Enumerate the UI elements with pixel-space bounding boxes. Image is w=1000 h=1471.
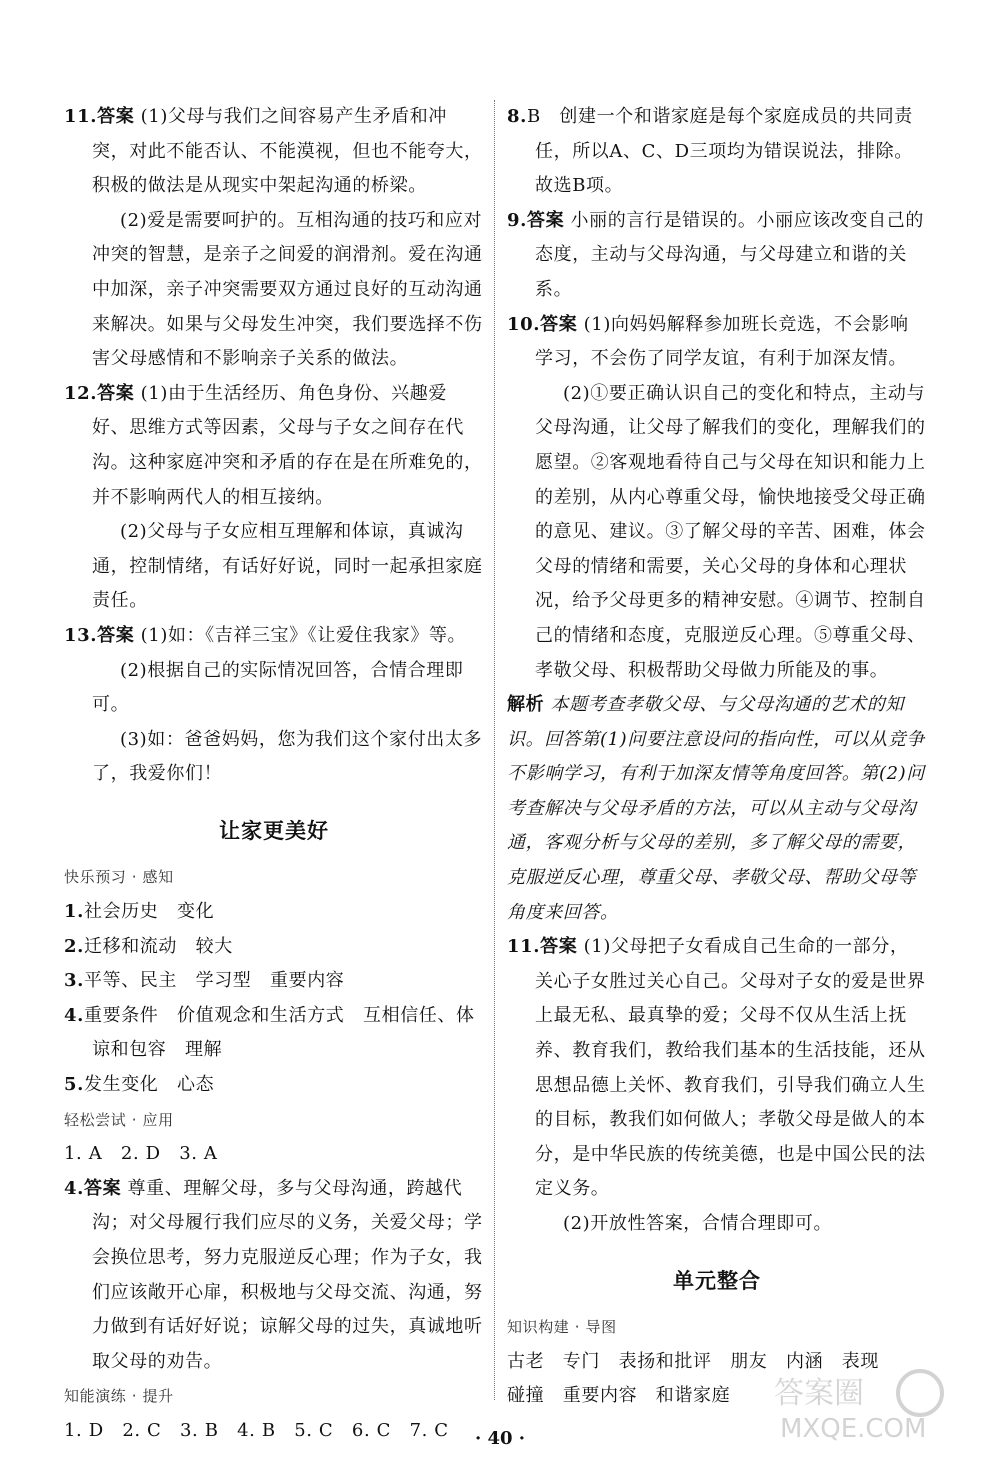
list-item (64, 999, 484, 1068)
answer-text: B 创建一个和谐家庭是每个家庭成员的共同责任，所以A、C、D三项均为错误说法，排除。故选B项。 (527, 106, 913, 197)
list-item (64, 1068, 484, 1103)
column-divider (494, 100, 495, 1400)
list-item (64, 895, 484, 930)
question-number: 4. (64, 1177, 84, 1199)
q8-answer (507, 100, 927, 204)
q12-answer (64, 377, 484, 515)
answer-text: (1)父母与我们之间容易产生矛盾和冲突，对此不能否认、不能漠视，但也不能夸大，积极的做法是从现实中架起沟通的桥梁。 (92, 106, 483, 197)
page-number: · 40 · (474, 1428, 526, 1449)
left-column (64, 100, 484, 1449)
watermark-logo-icon (770, 1365, 960, 1445)
analysis-text: 本题考查孝敬父母、与父母沟通的艺术的知识。回答第(1)问要注意设问的指向性，可以从竞争不影响学习，有利于加深友情等角度回答。第(2)问考查解决与父母矛盾的方法，可以从主动与父母沟通，客观分析与父母的差别，多了解父母的需要，克服逆反心理，尊重父母、孝敬父母、帮助父母等角度来回答。 (507, 694, 925, 923)
answer-label: 答案 (84, 1177, 122, 1199)
knowledge-map-line: 古老 专门 表扬和批评 朋友 内涵 表现 (507, 1350, 879, 1372)
question-number: 8. (507, 106, 527, 127)
answer-text: 小丽的言行是错误的。小丽应该改变自己的态度，主动与父母沟通，与父母建立和谐的关系。 (535, 209, 924, 300)
q13-answer-part3: (3)如：爸爸妈妈，您为我们这个家付出太多了，我爱你们！ (92, 728, 483, 785)
analysis-label: 解析 (507, 694, 545, 716)
q13-answer (64, 619, 484, 654)
question-number: 11. (64, 106, 98, 127)
answer-text: (1)父母把子女看成自己生命的一部分，关心子女胜过关心自己。父母对子女的爱是世界上最无私、最真挚的爱；父母不仅从生活上抚养、教育我们，教给我们基本的生活技能，还从思想品德上关怀、教育我们，引导我们确立人生的目标，教我们如何做人；孝敬父母是做人的本分，是中华民族的传统美德，也是中国公民的法定义务。 (535, 936, 926, 1200)
analysis (507, 688, 927, 930)
answer-label: 答案 (527, 209, 565, 231)
item-text: 社会历史 变化 (84, 901, 215, 923)
question-number: 9. (507, 209, 527, 231)
answer-label: 答案 (540, 313, 578, 335)
answer-label: 答案 (97, 382, 135, 404)
answer-text: (1)如：《吉祥三宝》《让爱住我家》等。 (140, 624, 467, 646)
question-number: 13. (64, 624, 98, 646)
q11-answer-part2: (2)爱是需要呵护的。互相沟通的技巧和应对冲突的智慧，是亲子之间爱的润滑剂。爱在沟通中加深，亲子冲突需要双方通过良好的互动沟通来解决。如果与父母发生冲突，我们要选择不伤害父母感情和不影响亲子关系的做法。 (92, 209, 483, 370)
item-number: 5. (64, 1074, 84, 1096)
knowledge-map-line: 碰撞 重要内容 和谐家庭 (507, 1385, 731, 1407)
q10-answer-part2: (2)①要正确认识自己的变化和特点，主动与父母沟通，让父母了解我们的变化，理解我们的愿望。②客观地看待自己与父母在知识和能力上的差别，从内心尊重父母，愉快地接受父母正确的意见、建议。③了解父母的辛苦、困难，体会父母的情绪和需要，关心父母的身体和心理状况，给予父母更多的精神安慰。④调节、控制自己的情绪和态度，克服逆反心理。⑤尊重父母、孝敬父母、积极帮助父母做力所能及的事。 (535, 382, 926, 681)
item-number: 1. (64, 901, 84, 923)
item-number: 2. (64, 935, 84, 957)
question-number: 12. (64, 382, 98, 404)
answer-text: 尊重、理解父母，多与父母沟通，跨越代沟；对父母履行我们应尽的义务，关爱父母；学会换位思考，努力克服逆反心理；作为子女，我们应该敞开心扉，积极地与父母交流、沟通，努力做到有话好好说；谅解父母的过失，真诚地听取父母的劝告。 (92, 1177, 483, 1372)
q13-answer-part2: (2)根据自己的实际情况回答，合情合理即可。 (92, 659, 464, 716)
svg-text:MXQE.COM: MXQE.COM (780, 1414, 927, 1444)
q11-answer (507, 930, 927, 1207)
answer-text: (1)由于生活经历、角色身份、兴趣爱好、思维方式等因素，父母与子女之间存在代沟。这种家庭冲突和矛盾的存在是在所难免的，并不影响两代人的相互接纳。 (92, 382, 483, 508)
item-text: 平等、民主 学习型 重要内容 (84, 970, 345, 992)
q11-answer (64, 100, 484, 204)
subsection-heading: 知识构建 · 导图 (507, 1318, 617, 1337)
mc-answers: 1. D 2. C 3. B 4. B 5. C 6. C 7. C (64, 1419, 449, 1441)
item-text: 重要条件 价值观念和生活方式 互相信任、体谅和包容 理解 (84, 1004, 475, 1061)
answer-label: 答案 (97, 106, 135, 127)
answer-label: 答案 (540, 936, 578, 958)
try4-answer (64, 1172, 484, 1380)
q10-answer (507, 308, 927, 377)
right-column (507, 100, 927, 1414)
section-title: 让家更美好 (219, 818, 329, 843)
answer-text: (1)向妈妈解释参加班长竞选，不会影响学习，不会伤了同学友谊，有利于加深友情。 (535, 313, 909, 370)
list-item (64, 930, 484, 965)
q9-answer (507, 204, 927, 308)
answer-label: 答案 (97, 624, 135, 646)
list-item (64, 964, 484, 999)
subsection-heading: 快乐预习 · 感知 (64, 868, 174, 887)
mc-answers: 1. A 2. D 3. A (64, 1143, 218, 1165)
section-title: 单元整合 (673, 1268, 761, 1293)
subsection-heading: 知能演练 · 提升 (64, 1387, 174, 1406)
q12-answer-part2: (2)父母与子女应相互理解和体谅，真诚沟通，控制情绪，有话好好说，同时一起承担家庭责任。 (92, 521, 483, 612)
item-number: 4. (64, 1004, 84, 1026)
item-number: 3. (64, 970, 84, 992)
q11-answer-part2: (2)开放性答案，合情合理即可。 (563, 1213, 833, 1234)
item-text: 发生变化 心态 (84, 1074, 215, 1096)
item-text: 迁移和流动 较大 (84, 935, 233, 957)
question-number: 10. (507, 313, 541, 335)
subsection-heading: 轻松尝试 · 应用 (64, 1110, 174, 1129)
question-number: 11. (507, 936, 541, 958)
svg-text:答案圈: 答案圈 (774, 1376, 864, 1411)
